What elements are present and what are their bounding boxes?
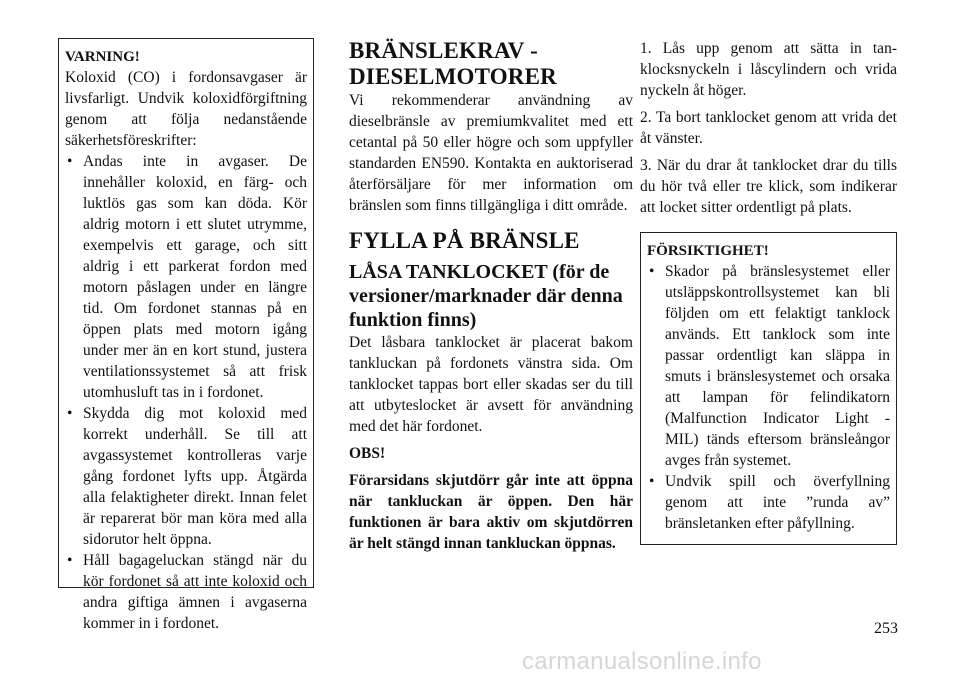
right-column	[640, 38, 897, 545]
warning-item: • Skydda dig mot koloxid med korrekt underhåll. Se till att avgassystemet kontrolleras varje gång fordonet lyfts upp. Åtgärda alla felaktigheter direkt. Innan felet är reparerat bör man köra med alla sidorutor helt öppna.	[67, 405, 307, 548]
bullet-icon: •	[67, 552, 73, 569]
middle-column	[349, 38, 633, 554]
warning-item: • Andas inte in avgaser. De innehåller koloxid, en färg- och luktlös gas som kan döda. Kör aldrig motorn i ett slutet utrymme, exempelvis ett garage, och sitt aldrig i ett parkerat fordon med motorn påslagen under en längre tid. Om fordonet stannas på en öppen plats med motorn igång under mer än en kort stund, justera ventilationssystemet så att frisk utomhusluft tas in i fordonet.	[67, 153, 307, 401]
step-1: 1. Lås upp genom att sätta in tanklocksnyckeln i låscylindern och vrida nyckeln åt höger.	[640, 40, 897, 99]
caution-item: • Undvik spill och överfyllning genom att inte ”runda av” bränsletanken efter påfyllning.	[649, 473, 890, 532]
bullet-icon: •	[649, 263, 655, 280]
warning-title: VARNING!	[65, 49, 140, 65]
refueling-heading: FYLLA PÅ BRÄNSLE	[349, 228, 580, 253]
fuel-requirements-body: Vi rekommenderar användning av dieselbränsle av premiumkvalitet med ett cetantal på 50 eller högre och som uppfyller standarden EN590. Kontakta en auktoriserad återförsäljare för mer information om bränslen som finns tillgängliga i ditt område.	[349, 92, 633, 214]
caution-list	[647, 261, 890, 534]
watermark: carmanualsonline.info	[522, 648, 762, 675]
bullet-icon: •	[649, 473, 655, 490]
warning-intro: Koloxid (CO) i fordonsavgaser är livsfarligt. Undvik koloxidförgiftning genom att följa nedanstående säkerhetsföreskrifter:	[65, 69, 307, 149]
warning-list	[65, 151, 307, 634]
warning-item: • Håll bagageluckan stängd när du kör fordonet så att inte koloxid och andra giftiga ämnen i avgaserna kommer in i fordonet.	[67, 552, 307, 632]
caution-box	[640, 232, 897, 545]
bullet-icon: •	[67, 405, 73, 422]
caution-item: • Skador på bränslesystemet eller utsläppskontrollsystemet kan bli följden om ett felaktigt tanklock används. Ett tanklock som inte passar ordentligt kan släppa in smuts i bränslesystemet och orsaka att lampan för felindikatorn (Malfunction Indicator Light - MIL) tänds eftersom bränsleångor avges från systemet.	[649, 263, 890, 469]
bullet-icon: •	[67, 153, 73, 170]
fuel-requirements-heading: BRÄNSLEKRAV - DIESELMOTORER	[349, 38, 557, 89]
lock-cap-body: Det låsbara tanklocket är placerat bakom tankluckan på fordonets vänstra sida. Om tanklocket tappas bort eller skadas ser du till att utbyteslocket är avsett för användning med det här fordonet.	[349, 334, 633, 435]
step-3: 3. När du drar åt tanklocket drar du tills du hör två eller tre klick, som indikerar att locket sitter ordentligt på plats.	[640, 157, 897, 216]
step-2: 2. Ta bort tanklocket genom att vrida det åt vänster.	[640, 109, 897, 147]
note-text: Förarsidans skjutdörr går inte att öppna när tankluckan är öppen. Den här funktionen är bara aktiv om skjutdörren är helt stängd innan tankluckan öppnas.	[349, 472, 633, 552]
note-label: OBS!	[349, 445, 386, 462]
caution-title: FÖRSIKTIGHET!	[647, 243, 769, 259]
page-number: 253	[874, 620, 898, 637]
warning-box	[58, 38, 314, 632]
lock-cap-subheading: LÅSA TANKLOCKET (för de versioner/marknader där denna funktion finns)	[349, 261, 623, 331]
